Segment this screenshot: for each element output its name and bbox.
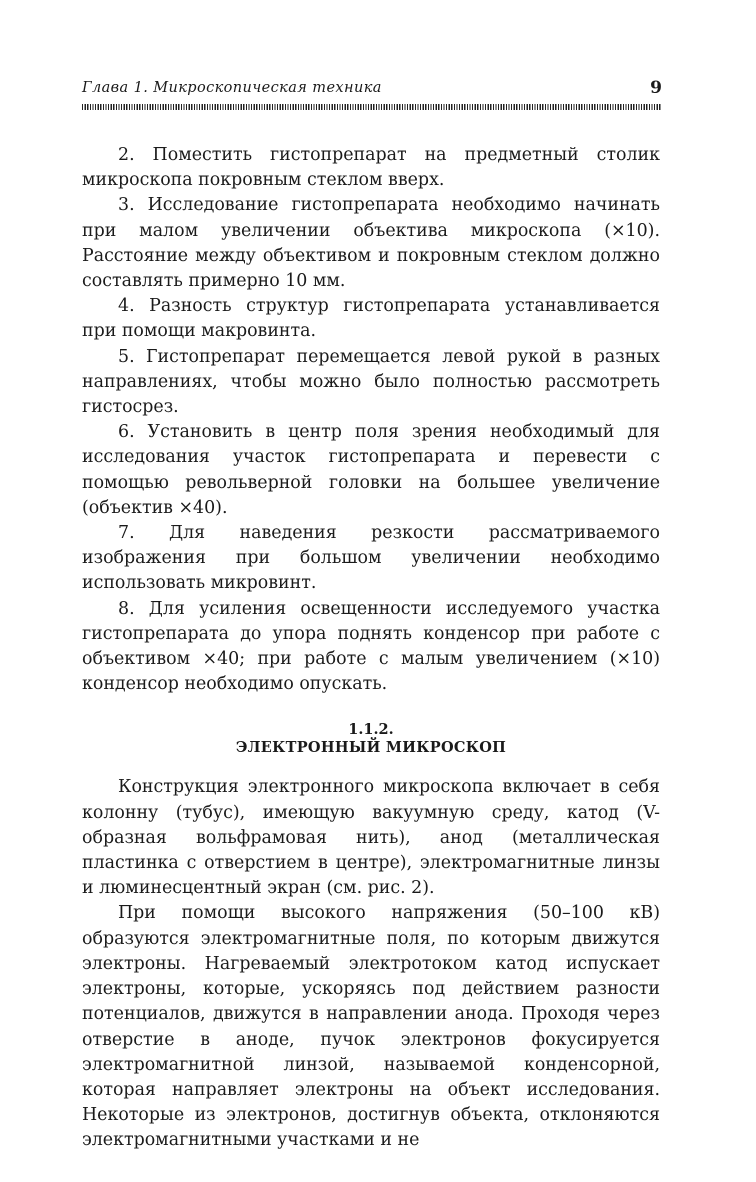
paragraph-step-6: 6. Установить в центр поля зрения необходимый для исследования участок гистопрепарата и перевести с помощью револьверной головки на большее увеличение (объектив ×40). xyxy=(82,422,660,518)
page-body xyxy=(82,143,660,1154)
section-heading xyxy=(82,721,660,757)
paragraph-construction: Конструкция электронного микроскопа включает в себя колонну (тубус), имеющую вакуумную среду, катод (V-образная вольфрамовая нить), анод (металлическая пластинка с отверстием в центре), электромагнитные линзы и люминесцентный экран (см. рис. 2). xyxy=(82,777,660,899)
section-number: 1.1.2. xyxy=(348,721,394,739)
paragraph-step-7: 7. Для наведения резкости рассматриваемого изображения при большом увеличении необходимо использовать микровинт. xyxy=(82,523,660,594)
page-number: 9 xyxy=(650,78,662,98)
header-rule xyxy=(82,104,662,110)
chapter-title: Глава 1. Микроскопическая техника xyxy=(82,80,382,96)
paragraph-step-4: 4. Разность структур гистопрепарата устанавливается при помощи макровинта. xyxy=(82,296,660,342)
paragraph-step-3: 3. Исследование гистопрепарата необходимо начинать при малом увеличении объектива микроскопа (×10). Расстояние между объективом и покровным стеклом должно составлять примерно 10 мм. xyxy=(82,195,660,292)
running-header xyxy=(82,80,662,102)
section-title: ЭЛЕКТРОННЫЙ МИКРОСКОП xyxy=(235,739,507,757)
paragraph-step-2: 2. Поместить гистопрепарат на предметный столик микроскопа покровным стеклом вверх. xyxy=(82,145,660,191)
paragraph-step-8: 8. Для усиления освещенности исследуемого участка гистопрепарата до упора поднять конденсор при работе с объективом ×40; при работе с малым увеличением (×10) конденсор необходимо опускать. xyxy=(82,598,660,695)
paragraph-high-voltage: При помощи высокого напряжения (50–100 кВ) образуются электромагнитные поля, по которым движутся электроны. Нагреваемый электротоком катод испускает электроны, которые, ускоряясь под действием разности потенциалов, движутся в направлении анода. Проходя через отверстие в аноде, пучок электронов фокусируется электромагнитной линзой, называемой конденсорной, которая направляет электроны на объект исследования. Некоторые из электронов, достигнув объекта, отклоняются электромагнитными участками и не xyxy=(82,903,660,1151)
paragraph-step-5: 5. Гистопрепарат перемещается левой рукой в разных направлениях, чтобы можно было полностью рассмотреть гистосрез. xyxy=(82,346,660,418)
